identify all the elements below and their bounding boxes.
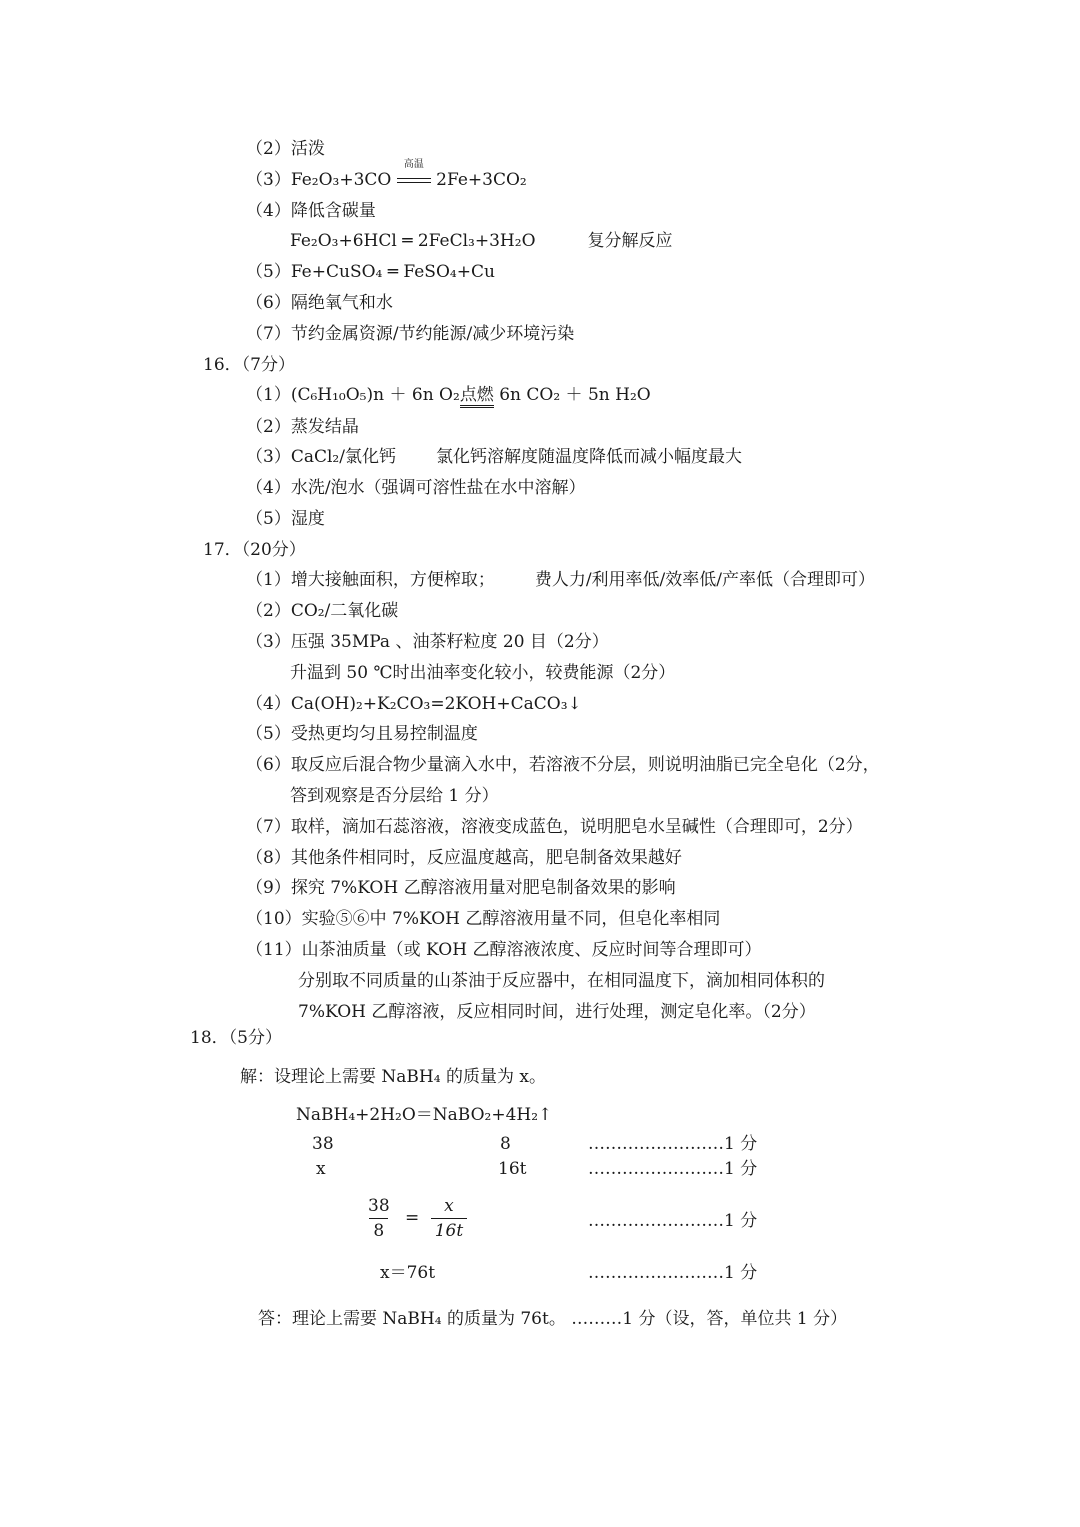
q18-ratio: $\frac{38}{8}$ = $\frac{x}{16t}$ [364,1196,467,1241]
q16-answer-2: （2）蒸发结晶 [246,417,359,437]
q17-answer-11: （11）山茶油质量（或 KOH 乙醇溶液浓度、反应时间等合理即可） [246,940,762,960]
q17-answer-11-cont2: 7%KOH 乙醇溶液，反应相同时间，进行处理，测定皂化率。（2分） [298,1002,816,1022]
q15-equation-products: 2Fe+3CO₂ [436,170,527,190]
q16-heading: 16．（7分） [203,355,295,375]
q16-answer-4: （4）水洗/泡水（强调可溶性盐在水中溶解） [246,478,586,498]
q17-answer-1: （1）增大接触面积，方便榨取； 费人力/利用率低/效率低/产率低（合理即可） [246,570,876,590]
q17-answer-3: （3）压强 35MPa 、油茶籽粒度 20 目（2分） [246,632,609,652]
q15-answer-3: （3）Fe₂O₃+3CO 高温 2Fe+3CO₂ [246,159,527,190]
q15-answer-4-equation: Fe₂O₃+6HCl ═ 2FeCl₃+3H₂O 复分解反应 [290,231,673,251]
reaction-condition: 高温 [397,169,431,191]
q17-answer-9: （9）探究 7%KOH 乙醇溶液用量对肥皂制备效果的影响 [246,878,676,898]
q15-answer-7: （7）节约金属资源/节约能源/减少环境污染 [246,324,575,344]
q18-equation: NaBH₄+2H₂O＝NaBO₂+4H₂↑ [296,1105,553,1125]
q17-answer-4: （4）Ca(OH)₂+K₂CO₃=2KOH+CaCO₃↓ [246,694,582,714]
reaction-type: 复分解反应 [587,231,673,251]
q16-answer-1: （1）(C₆H₁₀O₅)n ＋ 6n O₂点燃 6n CO₂ ＋ 5n H₂O [246,384,651,406]
q17-answer-7: （7）取样，滴加石蕊溶液，溶液变成蓝色，说明肥皂水呈碱性（合理即可，2分） [246,817,863,837]
score-line: ……………………1 分 [588,1134,758,1154]
q18-solution-intro: 解：设理论上需要 NaBH₄ 的质量为 x。 [240,1067,546,1087]
q16-answer-3: （3）CaCl₂/氯化钙 氯化钙溶解度随温度降低而减小幅度最大 [246,447,742,467]
q17-answer-2: （2）CO₂/二氧化碳 [246,601,399,621]
q17-answer-6-cont: 答到观察是否分层给 1 分） [290,786,499,806]
score-line: ……………………1 分 [588,1263,758,1283]
fraction-right: $\frac{x}{16t}$ [431,1196,467,1241]
q15-answer-4: （4）降低含碳量 [246,201,376,221]
q18-answer: 答：理论上需要 NaBH₄ 的质量为 76t。 ………1 分（设，答，单位共 1 分） [258,1309,848,1329]
q15-answer-5: （5）Fe+CuSO₄ ═ FeSO₄+Cu [246,262,495,282]
q18-row-mass-h2: 16t [498,1159,527,1179]
q17-answer-3-cont: 升温到 50 ℃时出油率变化较小，较费能源（2分） [290,663,676,683]
q18-row-molar: 38 [312,1134,334,1154]
score-line: ……………………1 分 [588,1211,758,1231]
q17-heading: 17．（20分） [203,540,306,560]
fraction-left: $\frac{38}{8}$ [368,1196,390,1241]
reaction-condition: 点燃 [460,385,494,408]
score-line: ……………………1 分 [588,1159,758,1179]
q18-row-molar-h2: 8 [500,1134,511,1154]
q17-answer-6: （6）取反应后混合物少量滴入水中，若溶液不分层，则说明油脂已完全皂化（2分， [246,755,880,775]
q15-answer-6: （6）隔绝氧气和水 [246,293,393,313]
q17-answer-11-cont: 分别取不同质量的山茶油于反应器中，在相同温度下，滴加相同体积的 [298,971,825,991]
q18-row-mass: x [316,1159,326,1179]
q18-heading: 18．（5分） [190,1028,282,1048]
q18-result: x＝76t [380,1263,436,1283]
q15-equation-reactants: Fe₂O₃+3CO [290,170,392,190]
q16-answer-5: （5）湿度 [246,509,325,529]
q17-answer-10: （10）实验⑤⑥中 7%KOH 乙醇溶液用量不同，但皂化率相同 [246,909,721,929]
q17-answer-5: （5）受热更均匀且易控制温度 [246,724,478,744]
q15-answer-2: （2）活泼 [246,139,325,159]
q17-answer-8: （8）其他条件相同时，反应温度越高，肥皂制备效果越好 [246,848,682,868]
